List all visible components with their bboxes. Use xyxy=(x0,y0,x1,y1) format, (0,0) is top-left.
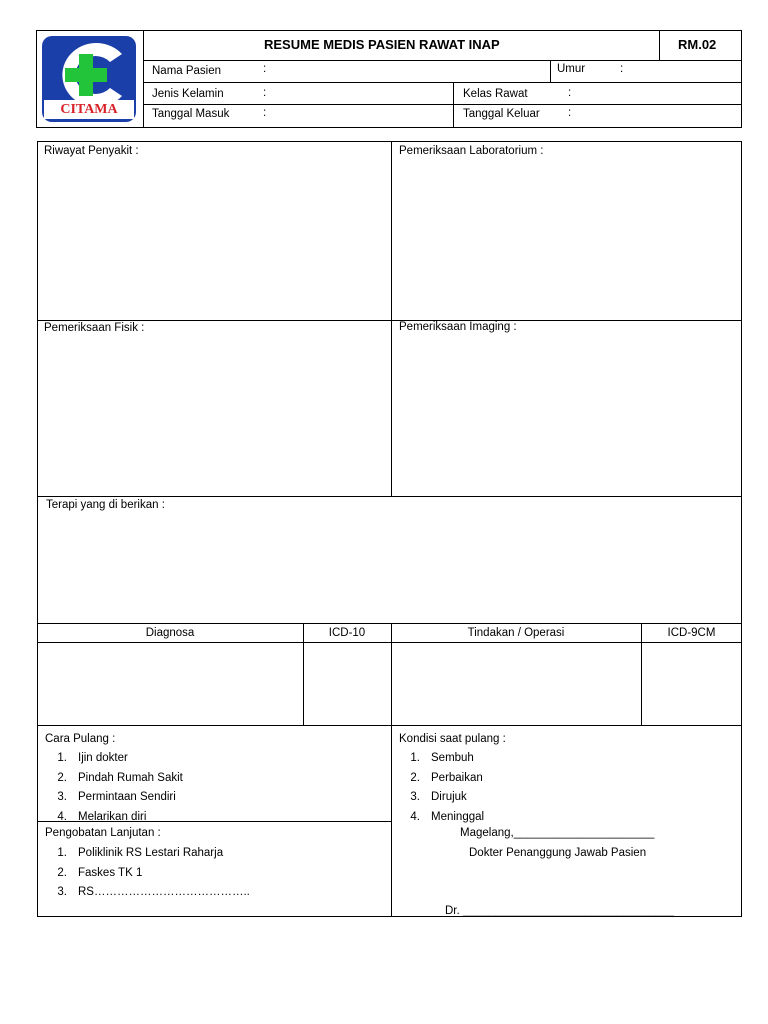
tanggal-masuk-label: Tanggal Masuk xyxy=(152,108,230,120)
tanggal-keluar-colon: : xyxy=(568,107,572,119)
center-divider-top xyxy=(391,141,392,497)
hospital-logo xyxy=(40,34,138,124)
umur-divider xyxy=(550,60,551,82)
kelas-divider xyxy=(453,82,454,128)
cara-pulang-label: Cara Pulang : xyxy=(45,733,116,745)
pemeriksaan-lab-label: Pemeriksaan Laboratorium : xyxy=(399,145,544,157)
logo-divider xyxy=(143,30,144,128)
code-divider xyxy=(659,30,660,61)
icd9cm-header: ICD-9CM xyxy=(667,627,716,639)
signature-doctor-line: Dr. _________________________________ xyxy=(445,905,674,917)
row-rule-1 xyxy=(143,82,742,83)
signature-place-date: Magelang,______________________ xyxy=(460,827,655,839)
form-title: RESUME MEDIS PASIEN RAWAT INAP xyxy=(264,37,500,52)
logo-text: CITAMA xyxy=(60,102,118,117)
nama-pasien-colon: : xyxy=(263,63,267,75)
icd10-header: ICD-10 xyxy=(328,627,366,639)
rule-terapi xyxy=(37,496,742,497)
tindakan-header: Tindakan / Operasi xyxy=(467,627,565,639)
umur-label: Umur xyxy=(557,63,586,75)
center-divider-codes xyxy=(391,623,392,917)
pemeriksaan-imaging-label: Pemeriksaan Imaging : xyxy=(399,321,517,333)
tanggal-masuk-colon: : xyxy=(263,107,267,119)
title-rule xyxy=(143,60,742,61)
rule-codes-body xyxy=(37,642,742,643)
tanggal-keluar-label: Tanggal Keluar xyxy=(463,108,540,120)
signature-role: Dokter Penanggung Jawab Pasien xyxy=(469,847,647,859)
riwayat-penyakit-label: Riwayat Penyakit : xyxy=(44,145,139,157)
jenis-kelamin-label: Jenis Kelamin xyxy=(152,88,224,100)
nama-pasien-label: Nama Pasien xyxy=(152,65,222,77)
kelas-rawat-colon: : xyxy=(568,87,572,99)
terapi-label: Terapi yang di berikan : xyxy=(46,499,165,511)
pemeriksaan-fisik-label: Pemeriksaan Fisik : xyxy=(44,322,145,334)
jenis-kelamin-colon: : xyxy=(263,87,267,99)
logo-cross-horizontal xyxy=(65,68,107,82)
kelas-rawat-label: Kelas Rawat xyxy=(463,88,528,100)
umur-colon: : xyxy=(620,63,624,75)
rule-codes-head xyxy=(37,623,742,624)
pengobatan-lanjutan-label: Pengobatan Lanjutan : xyxy=(45,827,161,839)
form-code: RM.02 xyxy=(678,37,717,52)
row-rule-2 xyxy=(143,104,742,105)
rule-cara-pulang xyxy=(37,725,742,726)
diagnosa-header: Diagnosa xyxy=(145,627,195,639)
kondisi-pulang-label: Kondisi saat pulang : xyxy=(399,733,506,745)
